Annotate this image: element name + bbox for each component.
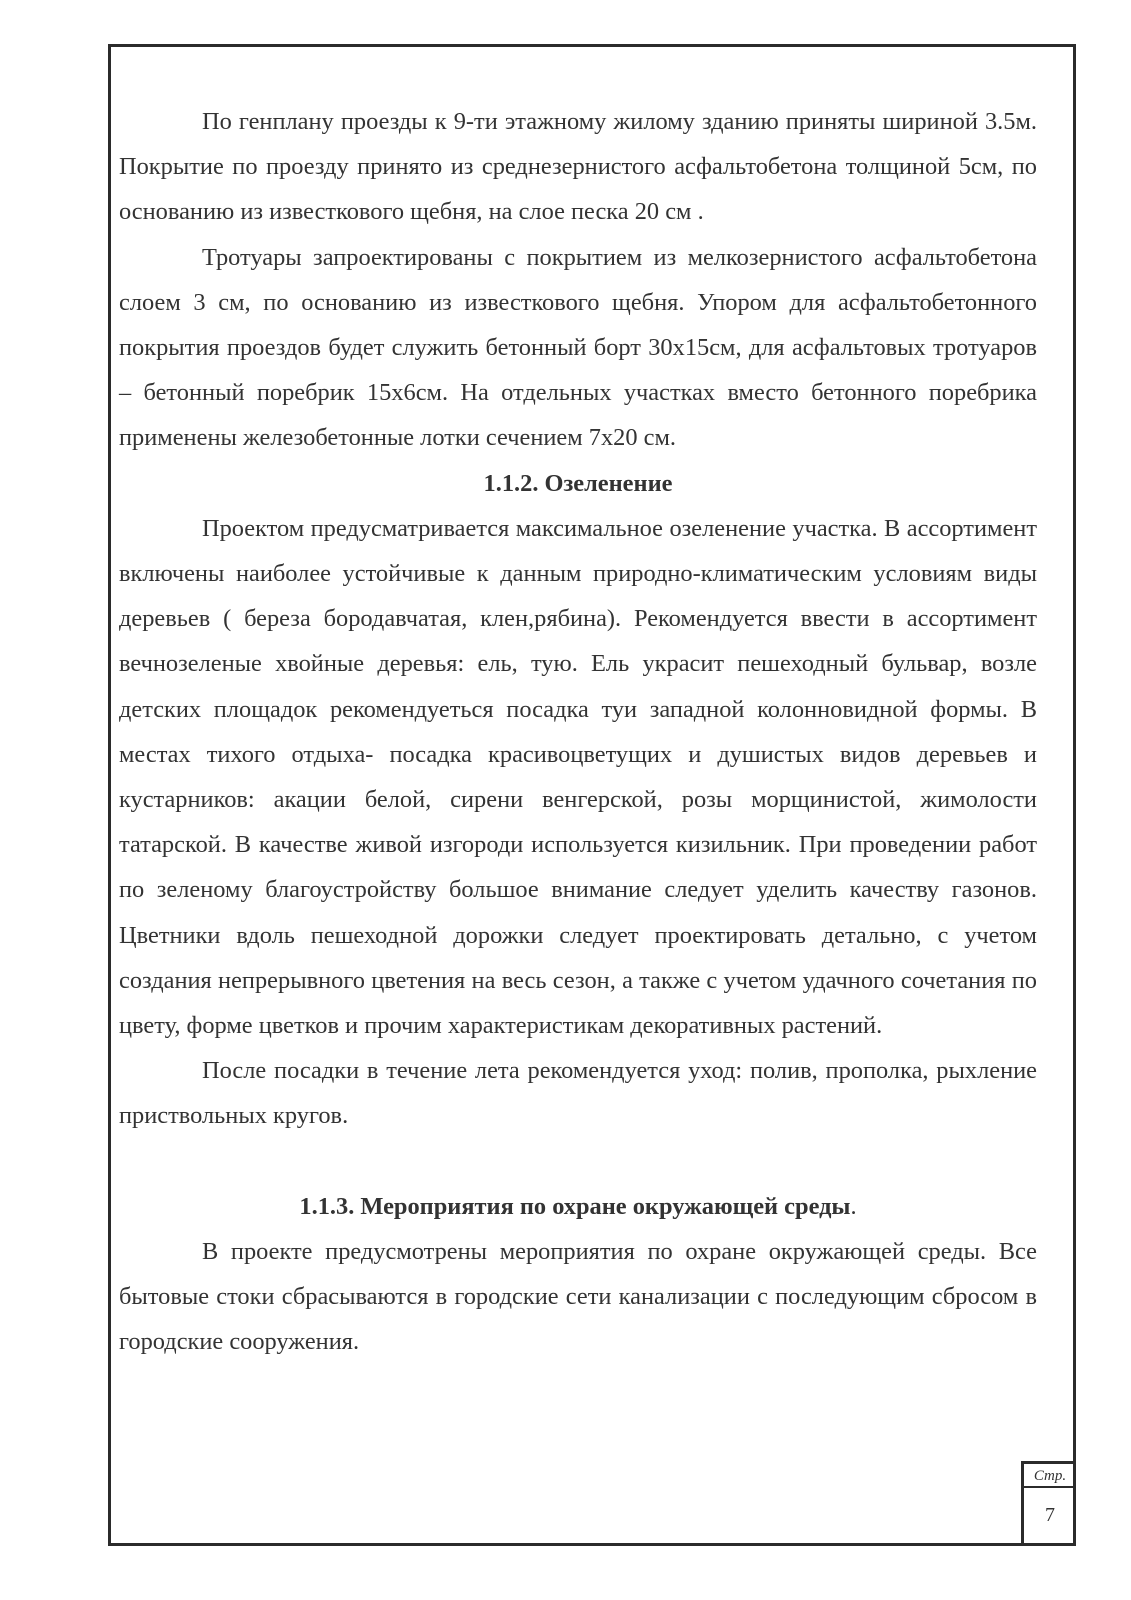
page-number: 7 [1045,1504,1055,1526]
paragraph-roads: По генплану проезды к 9-ти этажному жилому зданию приняты шириной 3.5м. Покрытие по проезду принято из среднезернистого асфальтобетона толщиной 5см, по основанию из известкового щебня, на слое песка 20 см . [119,108,1037,226]
heading-text: 1.1.3. Мероприятия по охране окружающей среды [299,1192,851,1220]
section-heading-environment [119,1184,1037,1229]
document-body [119,99,1037,1365]
heading-trailing-dot: . [850,1192,857,1220]
spacer [119,1139,1037,1184]
section-heading-landscaping [119,461,1037,506]
stamp-label: Стр. [1024,1464,1076,1488]
paragraph-care: После посадки в течение лета рекомендуется уход: полив, прополка, рыхление приствольных кругов. [119,1057,1037,1130]
heading-text: 1.1.2. Озеленение [483,469,673,497]
paragraph-environment: В проекте предусмотрены мероприятия по охране окружающей среды. Все бытовые стоки сбрасываются в городские сети канализации с последующим сбросом в городские сооружения. [119,1238,1037,1356]
paragraph-sidewalks: Тротуары запроектированы с покрытием из мелкозернистого асфальтобетона слоем 3 см, по основанию из известкового щебня. Упором для асфальтобетонного покрытия проездов будет служить бетонный борт 30х15см, для асфальтовых тротуаров – бетонный поребрик 15х6см. На отдельных участках вместо бетонного поребрика применены железобетонные лотки сечением 7х20 см. [119,243,1037,452]
page-number-stamp [1021,1461,1076,1546]
paragraph-landscaping: Проектом предусматривается максимальное озеленение участка. В ассортимент включены наиболее устойчивые к данным природно-климатическим условиям виды деревьев ( береза бородавчатая, клен,рябина). Рекомендуется ввести в ассортимент вечнозеленые хвойные деревья: ель, тую. Ель украсит пешеходный бульвар, возле детских площадок рекомендуеться посадка туи западной колонновидной формы. В местах тихого отдыха- посадка красивоцветущих и душистых видов деревьев и кустарников: акации белой, сирени венгерской, розы морщинистой, жимолости татарской. В качестве живой изгороди используется кизильник. При проведении работ по зеленому благоустройству большое внимание следует уделить качеству газонов. Цветники вдоль пешеходной дорожки следует проектировать детально, с учетом создания непрерывного цветения на весь сезон, а также с учетом удачного сочетания по цвету, форме цветков и прочим характеристикам декоративных растений. [119,514,1037,1040]
